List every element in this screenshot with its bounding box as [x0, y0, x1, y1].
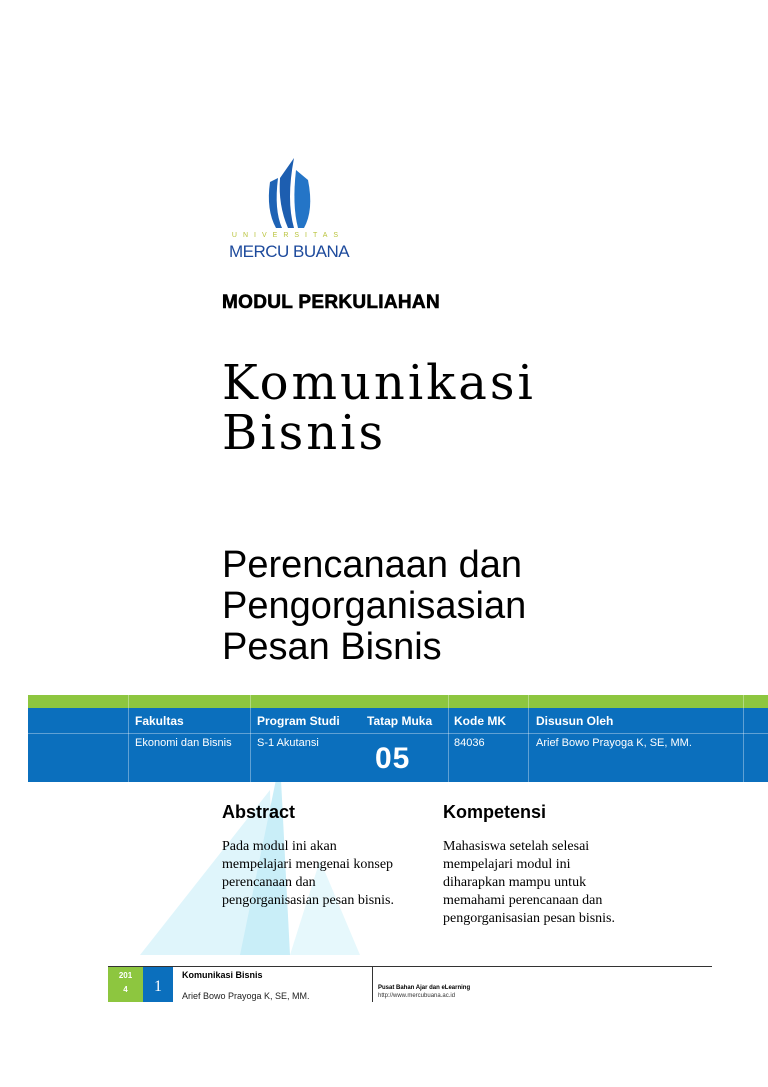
green-band — [28, 695, 768, 708]
divider — [128, 695, 129, 782]
abstract-text — [222, 838, 422, 910]
header-program-studi: Program Studi — [257, 714, 340, 728]
abstract-heading: Abstract — [222, 802, 296, 822]
header-kode-mk: Kode MK — [454, 714, 506, 728]
text-line: memahami perencanaan dan — [443, 893, 603, 908]
divider — [743, 695, 744, 782]
year-bottom: 4 — [123, 985, 128, 994]
title-line: Komunikasi — [222, 355, 536, 411]
divider — [448, 695, 449, 782]
value-tatap-muka: 05 — [375, 742, 411, 775]
text-line: diharapkan mampu untuk — [443, 875, 587, 890]
divider — [250, 695, 251, 782]
divider — [28, 733, 768, 734]
logo-universitas-text: UNIVERSITAS — [231, 232, 345, 239]
header-fakultas: Fakultas — [135, 714, 184, 728]
text-line: perencanaan dan — [222, 875, 316, 890]
footer-course: Komunikasi Bisnis — [182, 970, 263, 980]
modul-label: MODUL PERKULIAHAN — [222, 292, 440, 313]
footer-author: Arief Bowo Prayoga K, SE, MM. — [182, 991, 310, 1001]
value-kode-mk: 84036 — [454, 737, 485, 749]
logo-mercu-buana-text: MERCU BUANA — [228, 242, 350, 261]
footer-divider — [372, 966, 373, 1002]
subtitle-line: Perencanaan dan — [222, 544, 523, 586]
text-line: mempelajari mengenai konsep — [222, 857, 394, 872]
value-disusun-oleh: Arief Bowo Prayoga K, SE, MM. — [536, 737, 692, 749]
value-program-studi: S-1 Akutansi — [257, 737, 319, 749]
footer-year — [108, 967, 143, 1002]
value-fakultas: Ekonomi dan Bisnis — [135, 737, 232, 749]
subtitle-line: Pesan Bisnis — [222, 626, 442, 668]
kompetensi-text — [443, 838, 643, 928]
footer-center: Pusat Bahan Ajar dan eLearning — [378, 985, 471, 991]
footer-url[interactable]: http://www.mercubuana.ac.id — [378, 993, 456, 999]
subtitle-line: Pengorganisasian — [222, 585, 527, 627]
divider — [528, 695, 529, 782]
text-line: Mahasiswa setelah selesai — [443, 839, 590, 854]
course-title — [222, 355, 536, 461]
title-line: Bisnis — [222, 405, 387, 461]
header-disusun-oleh: Disusun Oleh — [536, 714, 614, 728]
text-line: pengorganisasian pesan bisnis. — [222, 893, 394, 908]
text-line: mempelajari modul ini — [443, 857, 571, 872]
page-number: 1 — [143, 967, 173, 1002]
header-tatap-muka: Tatap Muka — [367, 714, 433, 728]
year-top: 201 — [118, 971, 133, 980]
text-line: pengorganisasian pesan bisnis. — [443, 911, 615, 926]
module-subtitle — [222, 545, 526, 668]
footer-divider — [108, 966, 712, 967]
text-line: Pada modul ini akan — [222, 839, 337, 854]
kompetensi-heading: Kompetensi — [443, 802, 547, 822]
